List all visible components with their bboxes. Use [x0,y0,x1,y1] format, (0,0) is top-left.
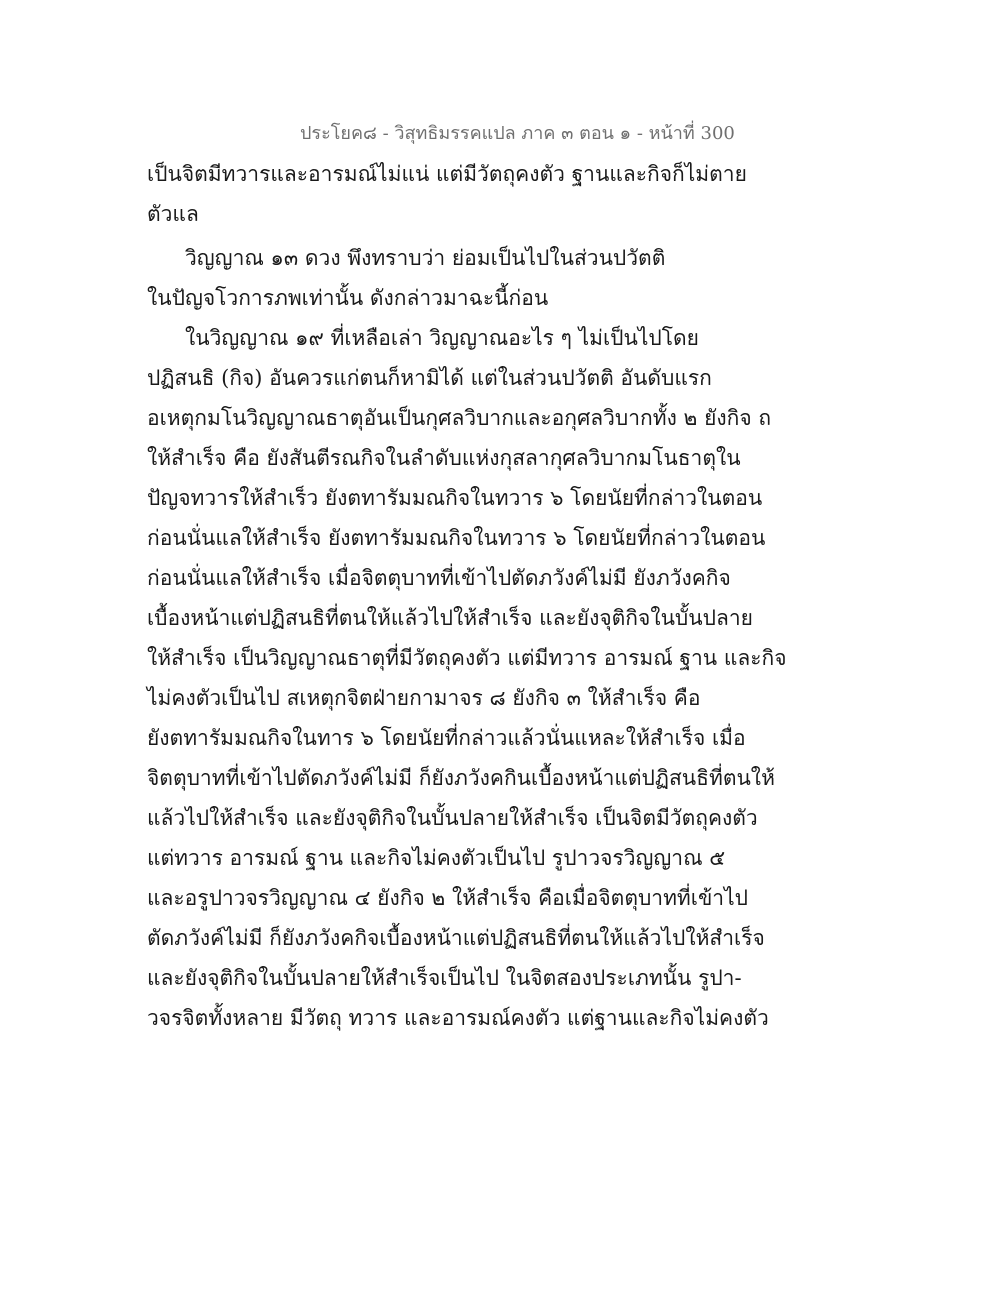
text-line: ปัญจทวารให้สำเร็ว ยังตทารัมมณกิจในทวาร ๖ โดยนัยที่กล่าวในตอน [147,486,763,510]
text-line: เป็นจิตมีทวารและอารมณ์ไม่แน่ แต่มีวัตถุคงตัว ฐานและกิจก็ไม่ตาย [147,162,747,186]
text-line: ในวิญญาณ ๑๙ ที่เหลือเล่า วิญญาณอะไร ๆ ไม่เป็นไปโดย [185,326,699,350]
text-line: ก่อนนั่นแลให้สำเร็จ ยังตทารัมมณกิจในทวาร ๖ โดยนัยที่กล่าวในตอน [147,526,766,550]
text-line: ในปัญจโวการภพเท่านั้น ดังกล่าวมาฉะนี้ก่อน [147,286,549,310]
text-line: และยังจุติกิจในบั้นปลายให้สำเร็จเป็นไป ในจิตสองประเภทนั้น รูปา- [147,966,742,990]
text-line: และอรูปาวจรวิญญาณ ๔ ยังกิจ ๒ ให้สำเร็จ คือเมื่อจิตตุบาทที่เข้าไป [147,886,748,910]
paragraph-2 [147,238,747,318]
text-line: ตัวแล [147,202,199,226]
paragraph-1 [147,154,747,234]
text-line: แต่ทวาร อารมณ์ ฐาน และกิจไม่คงตัวเป็นไป รูปาวจรวิญญาณ ๕ [147,846,726,870]
text-line: วิญญาณ ๑๓ ดวง พึงทราบว่า ย่อมเป็นไปในส่วนปวัตติ [185,246,666,270]
text-line: อเหตุกมโนวิญญาณธาตุอันเป็นกุศลวิบากและอกุศลวิบากทั้ง ๒ ยังกิจ ถ [147,406,772,430]
text-line: เบื้องหน้าแต่ปฏิสนธิที่ตนให้แล้วไปให้สำเร็จ และยังจุติกิจในบั้นปลาย [147,606,753,630]
text-line: ปฏิสนธิ (กิจ) อันควรแก่ตนก็หามิได้ แต่ในส่วนปวัตติ อันดับแรก [147,366,712,390]
text-line: ให้สำเร็จ เป็นวิญญาณธาตุที่มีวัตถุคงตัว แต่มีทวาร อารมณ์ ฐาน และกิจ [147,646,787,670]
page-header: ประโยค๘ - วิสุทธิมรรคแปล ภาค ๓ ตอน ๑ - หน้าที่ 300 [300,123,735,144]
text-line: จิตตุบาทที่เข้าไปตัดภวังค์ไม่มี ก็ยังภวังคกินเบื้องหน้าแต่ปฏิสนธิที่ตนให้ [147,766,775,790]
text-line: ก่อนนั่นแลให้สำเร็จ เมื่อจิตตุบาทที่เข้าไปตัดภวังค์ไม่มี ยังภวังคกิจ [147,566,731,590]
text-line: ให้สำเร็จ คือ ยังสันตีรณกิจในลำดับแห่งกุสลากุศลวิบากมโนธาตุใน [147,446,741,470]
paragraph-3 [147,318,787,1038]
text-line: แล้วไปให้สำเร็จ และยังจุติกิจในบั้นปลายให้สำเร็จ เป็นจิตมีวัตถุคงตัว [147,806,758,830]
document-body [147,154,787,1038]
text-line: วจรจิตทั้งหลาย มีวัตถุ ทวาร และอารมณ์คงตัว แต่ฐานและกิจไม่คงตัว [147,1006,769,1030]
text-line: ยังตทารัมมณกิจในทาร ๖ โดยนัยที่กล่าวแล้วนั่นแหละให้สำเร็จ เมื่อ [147,726,746,750]
text-line: ตัดภวังค์ไม่มี ก็ยังภวังคกิจเบื้องหน้าแต่ปฏิสนธิที่ตนให้แล้วไปให้สำเร็จ [147,926,765,950]
text-line: ไม่คงตัวเป็นไป สเหตุกจิตฝ่ายกามาจร ๘ ยังกิจ ๓ ให้สำเร็จ คือ [147,686,701,710]
